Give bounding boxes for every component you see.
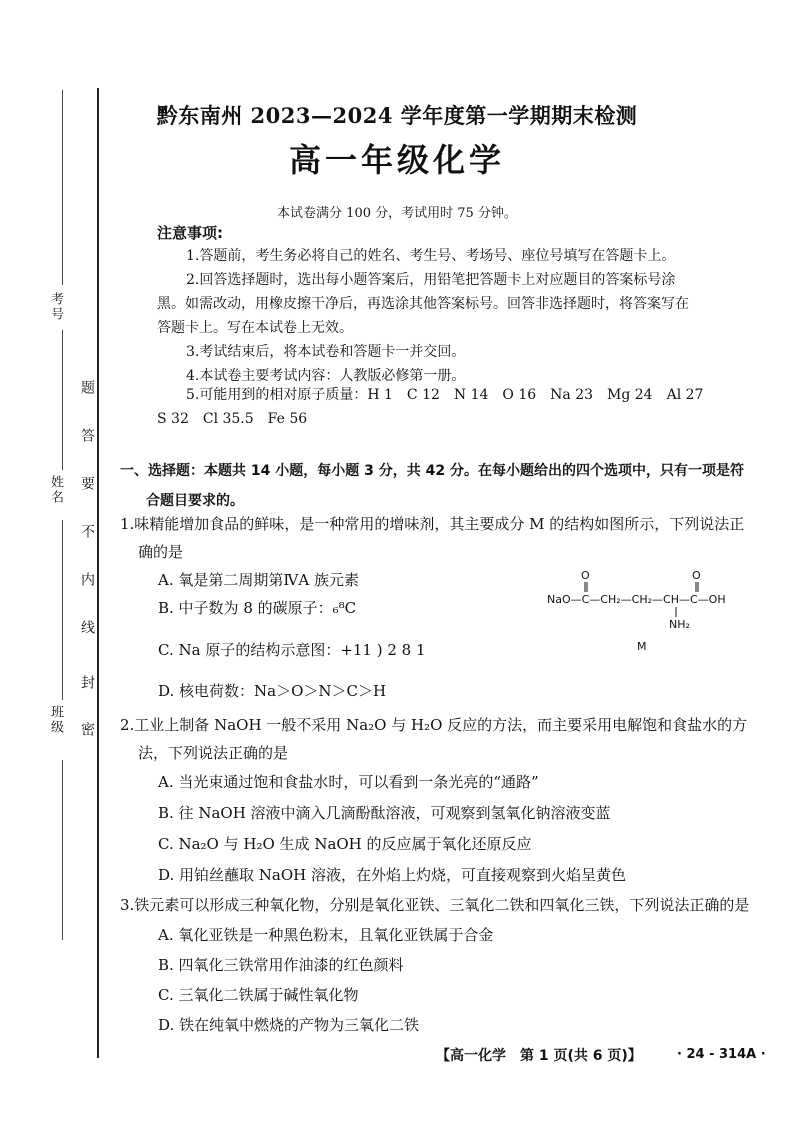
notice-item: 黑。如需改动，用橡皮擦干净后，再选涂其他答案标号。回答非选择题时，将答案写在 bbox=[157, 296, 689, 312]
section-line: 一、选择题：本题共 14 小题，每小题 3 分，共 42 分。在每小题给出的四个选项中，只有一项是符 bbox=[120, 463, 744, 479]
q2-stem: 法，下列说法正确的是 bbox=[138, 744, 289, 762]
seal-char: 线 bbox=[79, 620, 95, 634]
seal-char: 题 bbox=[79, 380, 95, 394]
notice-item: 5.可能用到的相对原子质量：H 1 C 12 N 14 O 16 Na 23 Mg 24 Al 27 bbox=[186, 387, 704, 403]
notice-item: 1.答题前，考生务必将自己的姓名、考生号、考场号、座位号填写在答题卡上。 bbox=[186, 248, 676, 264]
q2-stem: 2.工业上制备 NaOH 一般不采用 Na₂O 与 H₂O 反应的方法，而主要采用电解饱和食盐水的方 bbox=[120, 716, 748, 734]
paper-code: · 24 - 314A · bbox=[677, 1047, 766, 1062]
seat-blank bbox=[62, 760, 63, 940]
notice-item: 4.本试卷主要考试内容：人教版必修第一册。 bbox=[186, 368, 466, 384]
q2-option-d: D. 用铂丝蘸取 NaOH 溶液，在外焰上灼烧，可直接观察到火焰呈黄色 bbox=[158, 866, 627, 884]
molecule-structure bbox=[545, 565, 775, 655]
q3-stem: 3.铁元素可以形成三种氧化物，分别是氧化亚铁、三氧化二铁和四氧化三铁，下列说法正确的是 bbox=[120, 896, 750, 914]
section-heading bbox=[120, 456, 760, 516]
q1-option-d: D. 核电荷数：Na＞O＞N＞C＞H bbox=[158, 682, 387, 700]
mol-o1: O bbox=[581, 569, 590, 582]
q1-option-c: C. Na 原子的结构示意图：+11 ) 2 8 1 bbox=[158, 641, 426, 659]
mol-label: M bbox=[637, 640, 647, 653]
notice-title: 注意事项: bbox=[157, 224, 223, 242]
subject-title: 高一年级化学 bbox=[288, 141, 505, 179]
page-footer: 【高一化学 第 1 页(共 6 页)】 bbox=[436, 1048, 642, 1064]
seal-char: 密 bbox=[79, 722, 95, 736]
exam-title: 黔东南州 2023—2024 学年度第一学期期末检测 bbox=[156, 103, 638, 128]
q1-stem: 确的是 bbox=[138, 543, 184, 561]
mol-o2: O bbox=[692, 569, 701, 582]
seal-char: 内 bbox=[79, 572, 95, 586]
notice-item: 2.回答选择题时，选出每小题答案后，用铅笔把答题卡上对应题目的答案标号涂 bbox=[186, 272, 676, 288]
class-label: 班级 bbox=[48, 705, 63, 735]
q3-option-c: C. 三氧化二铁属于碱性氧化物 bbox=[158, 986, 359, 1004]
seal-char: 答 bbox=[79, 428, 95, 442]
seal-char: 不 bbox=[79, 524, 95, 538]
q2-option-a: A. 当光束通过饱和食盐水时，可以看到一条光亮的“通路” bbox=[158, 773, 539, 791]
q1-option-a: A. 氧是第二周期第ⅣA 族元素 bbox=[158, 571, 359, 589]
section-line: 合题目要求的。 bbox=[146, 493, 244, 509]
q2-option-b: B. 往 NaOH 溶液中滴入几滴酚酞溶液，可观察到氢氧化钠溶液变蓝 bbox=[158, 804, 611, 822]
seal-char: 封 bbox=[79, 675, 95, 689]
q2-option-c: C. Na₂O 与 H₂O 生成 NaOH 的反应属于氧化还原反应 bbox=[158, 835, 532, 853]
notice-item: S 32 Cl 35.5 Fe 56 bbox=[157, 411, 308, 427]
name-label: 姓名 bbox=[48, 475, 63, 505]
q1-stem: 1.味精能增加食品的鲜味，是一种常用的增味剂，其主要成分 M 的结构如图所示，下列说法正 bbox=[120, 515, 745, 533]
notice-item: 答题卡上。写在本试卷上无效。 bbox=[157, 320, 353, 336]
q3-option-a: A. 氧化亚铁是一种黑色粉末，且氧化亚铁属于合金 bbox=[158, 926, 494, 944]
seal-char: 要 bbox=[79, 476, 95, 490]
q1-option-b: B. 中子数为 8 的碳原子：₆⁸C bbox=[158, 599, 357, 617]
exam-no-label: 考号 bbox=[48, 292, 63, 322]
mol-nh2: NH₂ bbox=[669, 618, 690, 631]
q3-option-d: D. 铁在纯氧中燃烧的产物为三氧化二铁 bbox=[158, 1016, 420, 1034]
binding-line bbox=[97, 88, 99, 1058]
exam-info: 本试卷满分 100 分，考试用时 75 分钟。 bbox=[277, 206, 517, 221]
notice-item: 3.考试结束后，将本试卷和答题卡一并交回。 bbox=[186, 344, 466, 360]
class-blank bbox=[62, 520, 63, 700]
q3-option-b: B. 四氧化三铁常用作油漆的红色颜料 bbox=[158, 956, 404, 974]
mol-chain: NaO—C—CH₂—CH₂—CH—C—OH bbox=[547, 593, 726, 606]
name-blank bbox=[62, 330, 63, 470]
